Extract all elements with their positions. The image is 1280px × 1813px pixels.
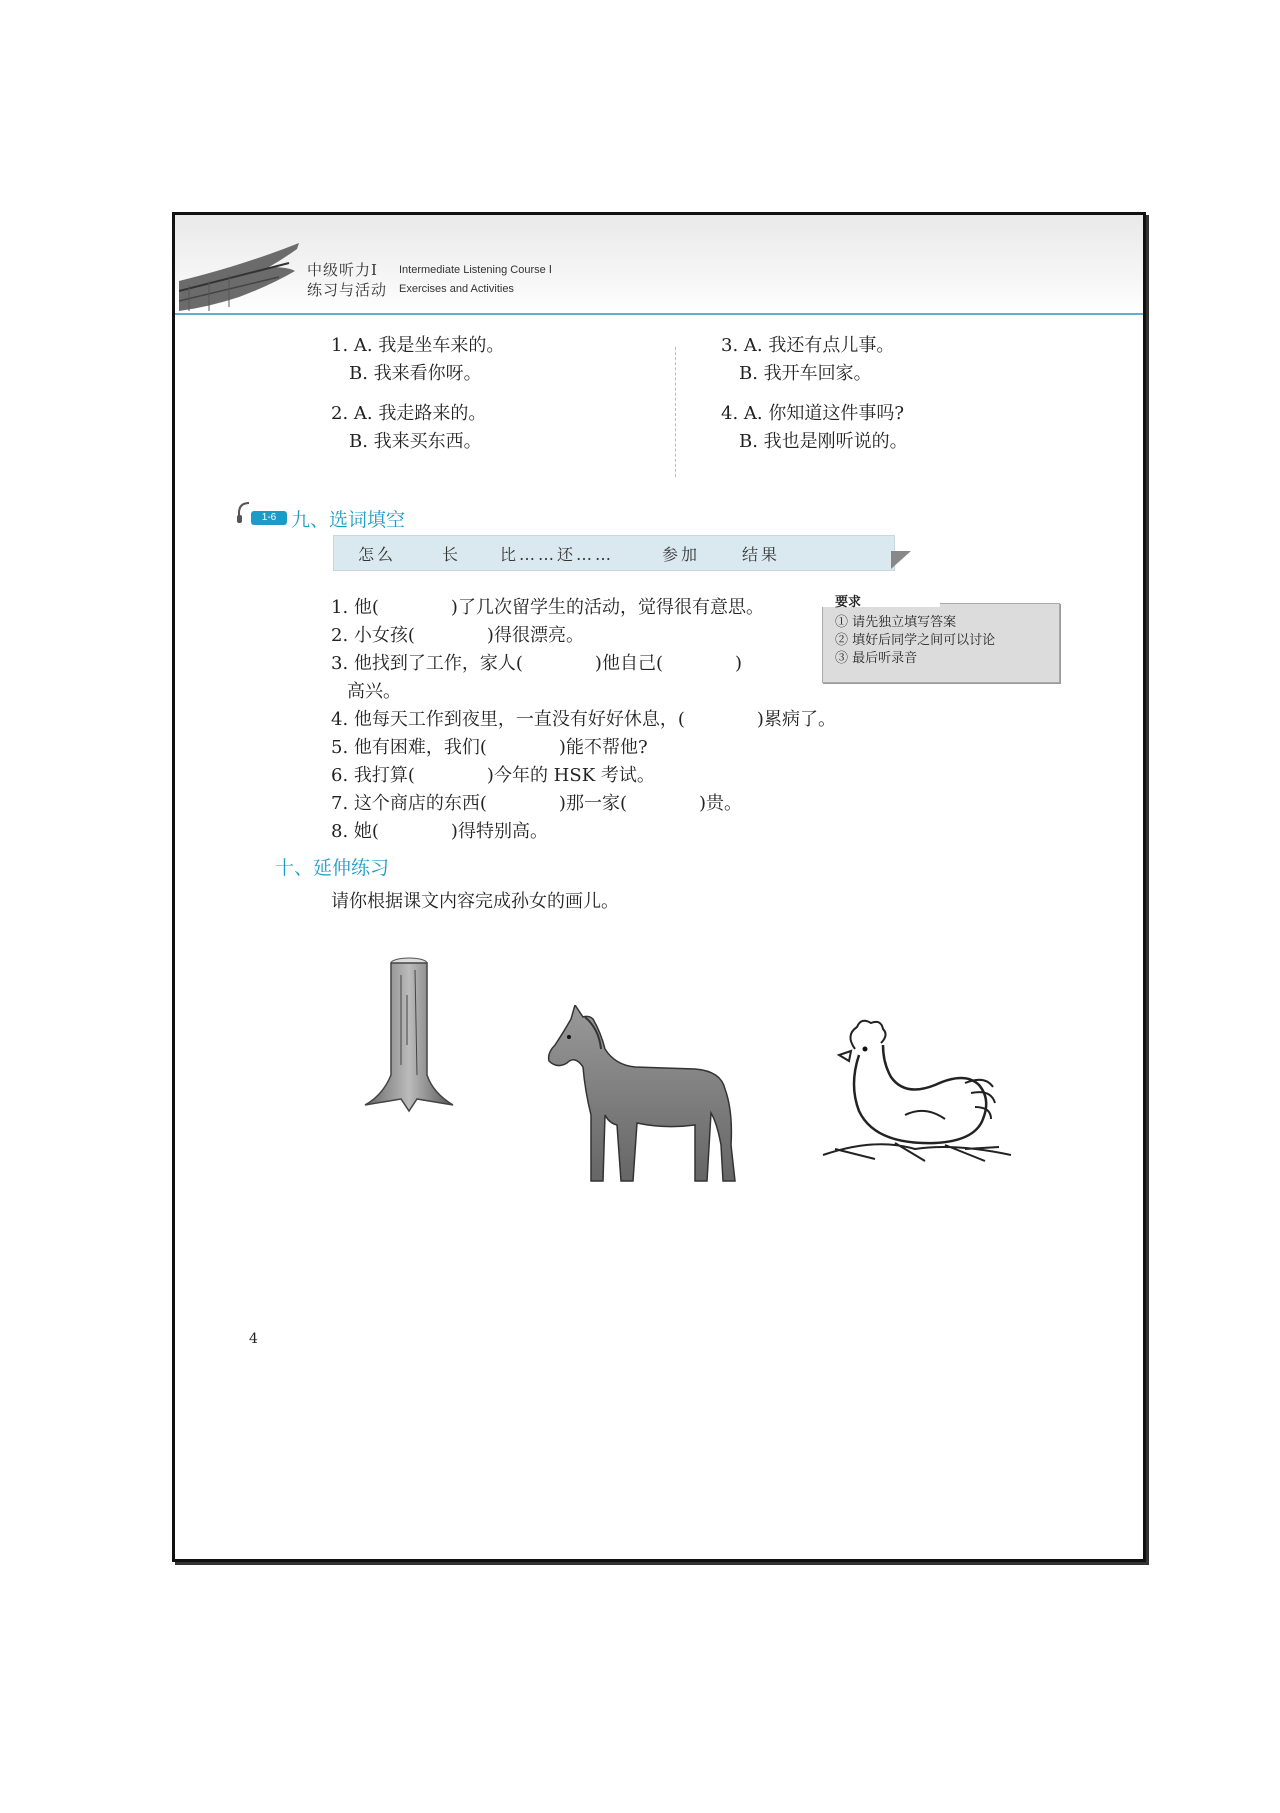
section-10-title: 十、延伸练习 — [275, 857, 390, 879]
requirement-item: ② 填好后同学之间可以讨论 — [835, 633, 996, 648]
item-2-b: B. 我来买东西。 — [349, 431, 482, 452]
item-2-a: 2. A. 我走路来的。 — [331, 403, 487, 424]
section-title-en: Exercises and Activities — [399, 283, 514, 295]
book-title-en: Intermediate Listening Course Ⅰ — [399, 264, 553, 276]
page-frame — [172, 212, 1146, 1562]
requirement-item: ③ 最后听录音 — [835, 651, 918, 666]
column-divider — [675, 347, 676, 477]
section-10-instruction: 请你根据课文内容完成孙女的画儿。 — [331, 891, 619, 912]
word-bank — [333, 535, 895, 571]
pagoda-roof-icon — [179, 241, 301, 313]
fill-sentence-3: 3. 他找到了工作，家人( )他自己( ) — [331, 653, 742, 674]
page-number: 4 — [249, 1331, 258, 1347]
item-3-b: B. 我开车回家。 — [739, 363, 872, 384]
requirement-item: ① 请先独立填写答案 — [835, 615, 957, 630]
item-4-a: 4. A. 你知道这件事吗? — [721, 403, 905, 424]
audio-track-badge[interactable]: 1-6 — [251, 511, 287, 525]
item-4-b: B. 我也是刚听说的。 — [739, 431, 908, 452]
book-title-cn: 中级听力Ⅰ — [307, 261, 378, 279]
word-bank-corner — [891, 551, 911, 569]
requirements-title: 要求 — [835, 595, 862, 610]
fill-sentence-7: 7. 这个商店的东西( )那一家( )贵。 — [331, 793, 742, 814]
word-bank-item: 怎么 — [358, 545, 397, 564]
section-9-title: 九、选词填空 — [291, 509, 406, 531]
fill-sentence-2: 2. 小女孩( )得很漂亮。 — [331, 625, 584, 646]
fill-sentence-1: 1. 他( )了几次留学生的活动，觉得很有意思。 — [331, 597, 764, 618]
tree-stump-icon — [361, 955, 457, 1115]
fill-sentence-5: 5. 他有困难，我们( )能不帮他? — [331, 737, 648, 758]
item-3-a: 3. A. 我还有点儿事。 — [721, 335, 895, 356]
word-bank-item: 参加 — [662, 545, 701, 564]
fill-sentence-6: 6. 我打算( )今年的 HSK 考试。 — [331, 765, 655, 786]
page-header — [175, 215, 1143, 315]
word-bank-item: 比……还…… — [500, 545, 615, 564]
fill-sentence-3-cont: 高兴。 — [347, 681, 401, 702]
item-1-b: B. 我来看你呀。 — [349, 363, 482, 384]
section-title-cn: 练习与活动 — [307, 281, 388, 299]
fill-sentence-4: 4. 他每天工作到夜里，一直没有好好休息，( )累病了。 — [331, 709, 836, 730]
horse-icon — [545, 1005, 745, 1185]
hen-icon — [815, 1015, 1015, 1185]
word-bank-item: 长 — [442, 545, 462, 564]
item-1-a: 1. A. 我是坐车来的。 — [331, 335, 505, 356]
word-bank-item: 结果 — [742, 545, 781, 564]
fill-sentence-8: 8. 她( )得特别高。 — [331, 821, 548, 842]
